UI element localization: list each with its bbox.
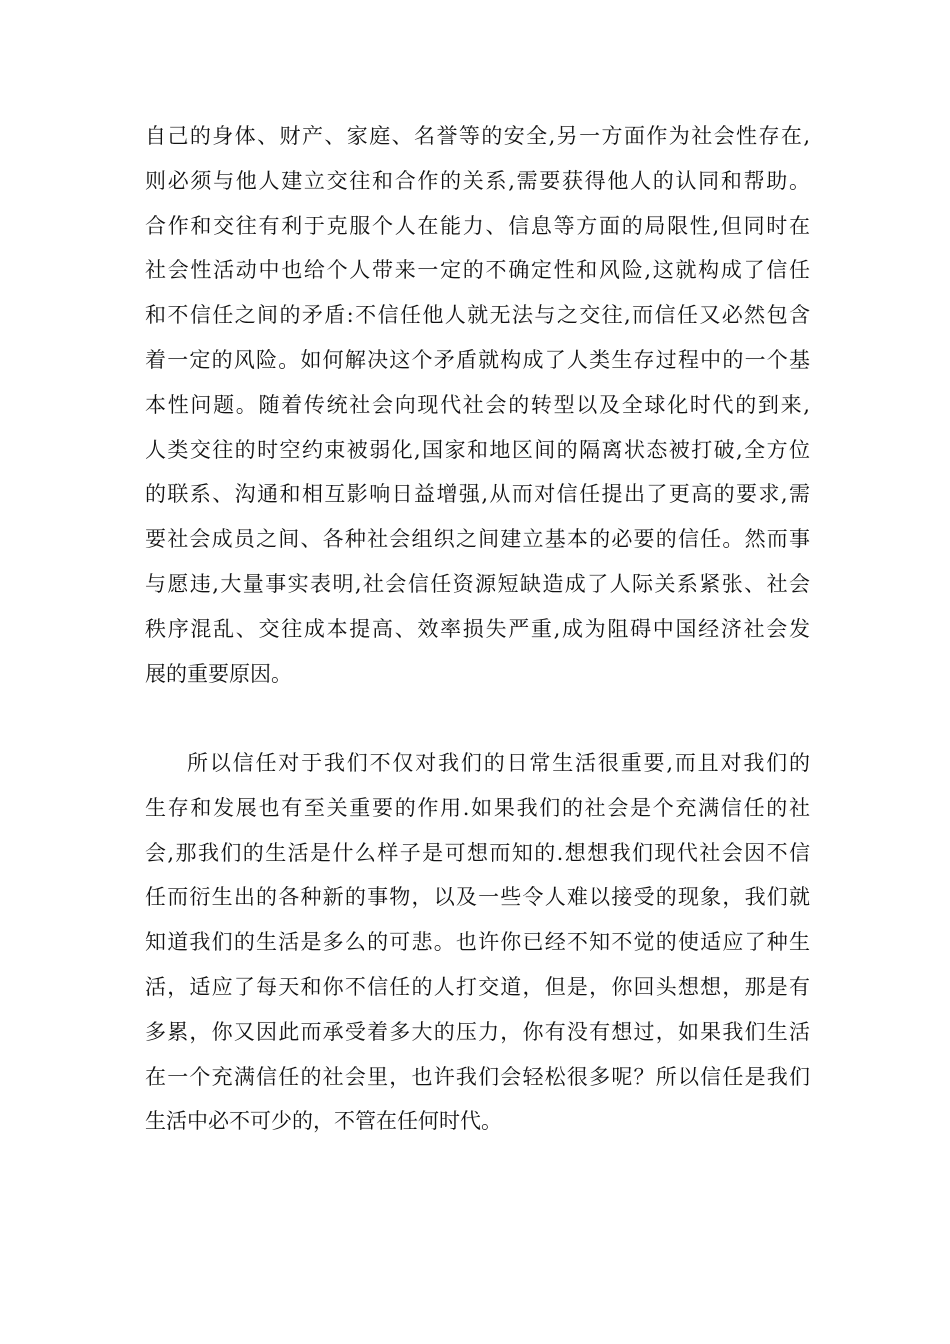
text-line: 要社会成员之间、各种社会组织之间建立基本的必要的信任。然而事 bbox=[145, 527, 810, 552]
text-line: 任而衍生出的各种新的事物，以及一些令人难以接受的现象，我们就 bbox=[145, 885, 810, 910]
text-line: 人类交往的时空约束被弱化,国家和地区间的隔离状态被打破,全方位 bbox=[145, 437, 810, 462]
text-line: 知道我们的生活是多么的可悲。也许你已经不知不觉的使适应了种生 bbox=[145, 930, 810, 955]
text-line: 活，适应了每天和你不信任的人打交道，但是，你回头想想，那是有 bbox=[145, 974, 810, 999]
text-line: 在一个充满信任的社会里，也许我们会轻松很多呢？所以信任是我们 bbox=[145, 1064, 810, 1089]
paragraph-1 bbox=[145, 114, 810, 696]
text-line: 会,那我们的生活是什么样子是可想而知的.想想我们现代社会因不信 bbox=[145, 840, 810, 865]
text-line: 合作和交往有利于克服个人在能力、信息等方面的局限性,但同时在 bbox=[145, 213, 810, 238]
text-line: 的联系、沟通和相互影响日益增强,从而对信任提出了更高的要求,需 bbox=[145, 482, 810, 507]
paragraph-2 bbox=[145, 741, 810, 1144]
text-line: 和不信任之间的矛盾:不信任他人就无法与之交往,而信任又必然包含 bbox=[145, 303, 810, 328]
text-line: 所以信任对于我们不仅对我们的日常生活很重要,而且对我们的 bbox=[187, 751, 810, 775]
text-line: 生存和发展也有至关重要的作用.如果我们的社会是个充满信任的社 bbox=[145, 795, 810, 820]
text-line: 秩序混乱、交往成本提高、效率损失严重,成为阻碍中国经济社会发 bbox=[145, 616, 810, 641]
text-line: 与愿违,大量事实表明,社会信任资源短缺造成了人际关系紧张、社会 bbox=[145, 571, 810, 596]
text-line: 展的重要原因。 bbox=[145, 661, 292, 686]
text-line: 生活中必不可少的，不管在任何时代。 bbox=[145, 1109, 502, 1134]
text-line: 自己的身体、财产、家庭、名誉等的安全,另一方面作为社会性存在, bbox=[145, 124, 810, 148]
text-line: 则必须与他人建立交往和合作的关系,需要获得他人的认同和帮助。 bbox=[145, 168, 810, 193]
text-line: 本性问题。随着传统社会向现代社会的转型以及全球化时代的到来, bbox=[145, 392, 810, 417]
text-line: 多累，你又因此而承受着多大的压力，你有没有想过，如果我们生活 bbox=[145, 1019, 810, 1044]
text-line: 社会性活动中也给个人带来一定的不确定性和风险,这就构成了信任 bbox=[145, 258, 810, 283]
text-line: 着一定的风险。如何解决这个矛盾就构成了人类生存过程中的一个基 bbox=[145, 347, 810, 372]
